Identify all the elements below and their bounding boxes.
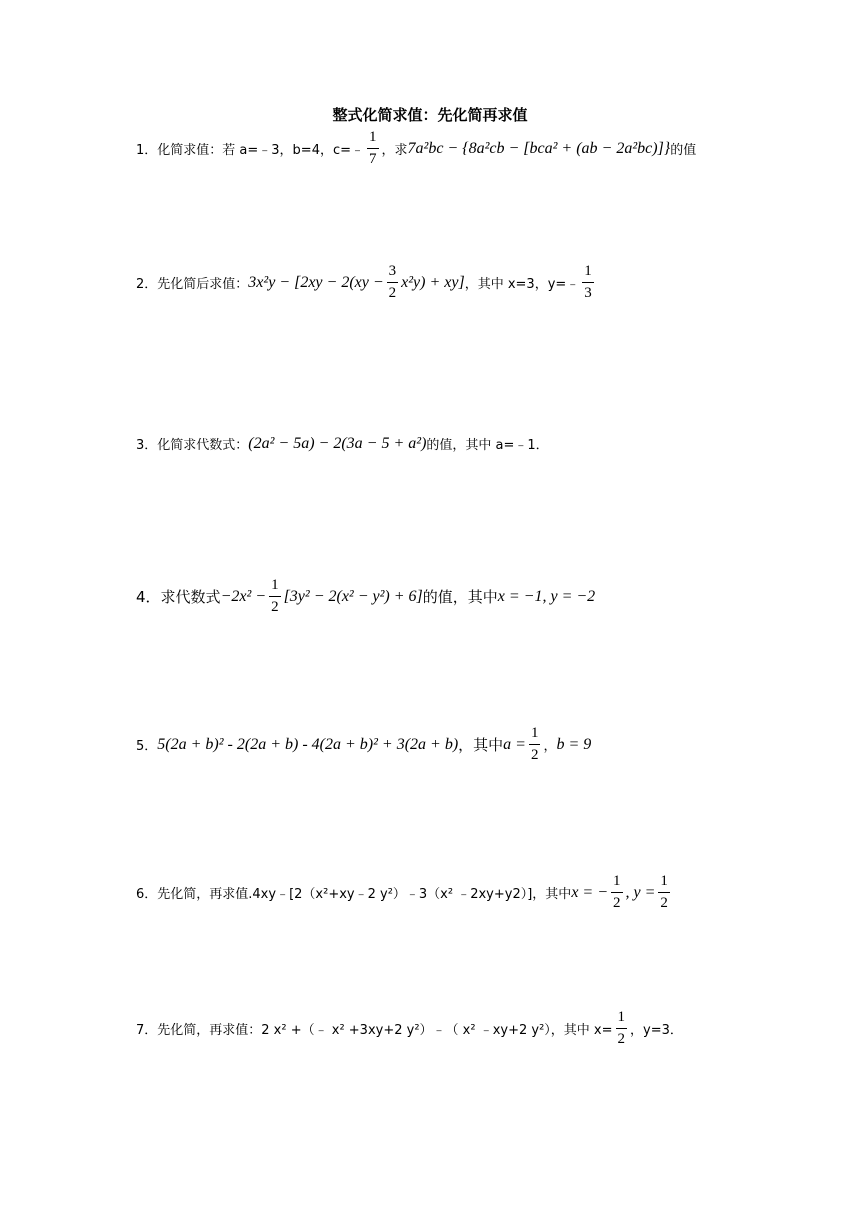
fraction: [611, 874, 623, 911]
fraction-bar: [616, 1028, 628, 1029]
problem-text: 化简求值：若 a=﹣3，b=4，c=﹣: [157, 143, 364, 158]
problem-2: [136, 264, 597, 301]
fraction: [367, 130, 379, 167]
problem-7: [136, 1010, 683, 1047]
math-expression: [3y² − 2(x² − y²) + 6]: [283, 587, 423, 605]
fraction-numerator: 1: [530, 725, 539, 741]
problem-3: [136, 434, 549, 453]
fraction-numerator: 1: [617, 1009, 626, 1025]
problem-text: 化简求代数式：: [157, 438, 249, 453]
fraction-denominator: 2: [530, 747, 539, 763]
fraction-bar: [582, 282, 594, 283]
fraction-bar: [269, 596, 281, 597]
problem-text: ，其中 x=3，y=﹣: [464, 277, 580, 292]
math-expression: 7a²bc − {8a²cb − [bca² + (ab − 2a²bc)]}: [407, 139, 671, 157]
fraction-denominator: 2: [617, 1031, 626, 1047]
problem-number: 4．: [136, 588, 161, 606]
problem-text: 先化简，再求值：2 x² +（﹣ x² +3xy+2 y²）﹣（ x² ﹣xy+2 y²），其中 x=: [157, 1023, 613, 1038]
math-expression: b = 9: [556, 735, 592, 753]
math-expression: x = −1, y = −2: [497, 587, 596, 605]
problem-4: [136, 578, 595, 615]
problem-number: 3．: [136, 438, 158, 453]
fraction-denominator: 2: [271, 599, 279, 615]
problem-text: ，: [543, 739, 557, 754]
fraction-denominator: 2: [613, 895, 621, 911]
problem-text: 的值: [670, 143, 697, 158]
math-expression: x = −: [571, 883, 609, 901]
fraction-denominator: 3: [584, 285, 592, 301]
math-expression: , y =: [625, 883, 656, 901]
problem-text: ，y=3．: [630, 1023, 683, 1038]
fraction-numerator: 1: [271, 577, 279, 593]
fraction-bar: [529, 744, 541, 745]
fraction: [616, 1010, 628, 1047]
fraction: [658, 874, 670, 911]
problem-text: 的值，其中: [422, 588, 498, 606]
fraction-denominator: 2: [388, 285, 397, 301]
math-expression: −2x² −: [220, 587, 267, 605]
math-expression: x²y) + xy]: [401, 273, 465, 291]
fraction-numerator: 1: [369, 129, 377, 145]
page-title: 整式化简求值：先化简再求值: [332, 106, 528, 124]
problem-1: [136, 130, 696, 167]
fraction: [529, 726, 541, 763]
fraction-bar: [387, 282, 399, 283]
math-expression: (2a² − 5a) − 2(3a − 5 + a²): [248, 434, 427, 452]
problem-number: 6．: [136, 887, 158, 902]
fraction-bar: [658, 892, 670, 893]
problem-number: 7．: [136, 1023, 158, 1038]
problem-text: 先化简，再求值.4xy﹣[2（x²+xy﹣2 y²）﹣3（x² ﹣2xy+y2）]，其中: [157, 887, 572, 902]
problem-number: 1．: [136, 143, 158, 158]
fraction-denominator: 7: [369, 151, 377, 167]
fraction-numerator: 1: [660, 873, 668, 889]
fraction-numerator: 1: [584, 263, 592, 279]
fraction: [387, 264, 399, 301]
fraction: [269, 578, 281, 615]
math-expression: 5(2a + b)² - 2(2a + b) - 4(2a + b)² + 3(2a + b): [157, 735, 459, 753]
fraction-denominator: 2: [660, 895, 668, 911]
problem-text: 求代数式: [160, 588, 221, 606]
problem-text: ，其中: [458, 736, 504, 754]
problem-5: [136, 726, 591, 763]
problem-text: ，求: [381, 143, 408, 158]
fraction-bar: [367, 148, 379, 149]
problem-number: 2．: [136, 277, 158, 292]
math-expression: 3x²y − [2xy − 2(xy −: [248, 273, 384, 291]
fraction: [582, 264, 594, 301]
problem-6: [136, 874, 673, 911]
fraction-bar: [611, 892, 623, 893]
fraction-numerator: 3: [388, 263, 397, 279]
fraction-numerator: 1: [613, 873, 621, 889]
problem-number: 5．: [136, 739, 158, 754]
problem-text: 的值，其中 a=﹣1．: [426, 438, 549, 453]
math-expression: a =: [503, 735, 526, 753]
problem-text: 先化简后求值：: [157, 277, 249, 292]
